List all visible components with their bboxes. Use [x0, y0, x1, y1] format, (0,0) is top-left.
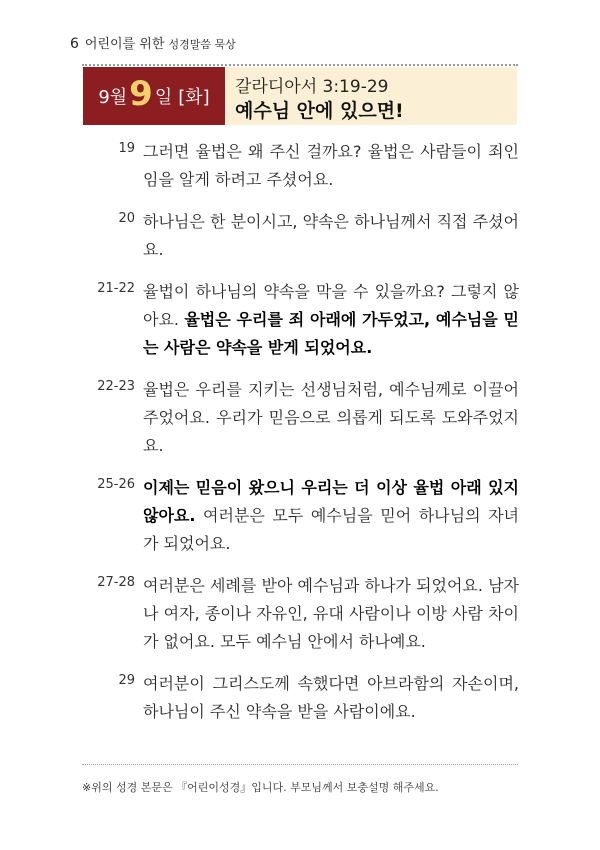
bottom-divider	[82, 764, 518, 765]
verse-text-segment: 여러분은 모두 예수님을 믿어 하나님의 자녀가 되었어요.	[143, 506, 519, 553]
verse-text-segment: 율법은 우리를 지키는 선생님처럼, 예수님께로 이끌어 주었어요. 우리가 믿음으로 의롭게 되도록 도와주었지요.	[143, 380, 519, 455]
book-subtitle: 성경말씀 묵상	[168, 38, 236, 51]
verse-item	[0, 376, 600, 460]
verse-item	[0, 670, 600, 726]
verse-item	[0, 138, 600, 194]
verse-text	[143, 474, 519, 558]
date-day: 9	[129, 74, 153, 114]
verse-text-segment: 하나님은 한 분이시고, 약속은 하나님께서 직접 주셨어요.	[143, 212, 519, 259]
verse-item	[0, 278, 600, 362]
verse-item	[0, 208, 600, 264]
date-day-unit: 일	[154, 87, 173, 108]
verse-number: 20	[118, 211, 135, 226]
passage-title: 예수님 안에 있으면!	[235, 100, 404, 122]
verse-number: 21-22	[97, 281, 135, 296]
verse-text-segment: 여러분은 세례를 받아 예수님과 하나가 되었어요. 남자나 여자, 종이나 자유인, 유대 사람이나 이방 사람 차이가 없어요. 모두 예수님 안에서 하나예요.	[143, 576, 519, 651]
verse-number: 27-28	[97, 575, 135, 590]
date-weekday: [화]	[178, 87, 210, 108]
verse-text	[143, 376, 519, 460]
verse-number: 19	[118, 141, 135, 156]
verse-number: 29	[118, 673, 135, 688]
verse-item	[0, 474, 600, 558]
date-month: 9월	[98, 87, 128, 108]
verse-text-segment: 그러면 율법은 왜 주신 걸까요? 율법은 사람들이 죄인임을 알게 하려고 주셨어요.	[143, 142, 519, 189]
book-title: 어린이를 위한	[84, 37, 165, 52]
date-box	[83, 67, 225, 125]
passage-box	[225, 67, 517, 125]
verse-text-segment: 여러분이 그리스도께 속했다면 아브라함의 자손이며, 하나님이 주신 약속을 받을 사람이에요.	[143, 674, 519, 721]
verse-text	[143, 278, 519, 362]
verse-list	[0, 138, 600, 740]
verse-text	[143, 138, 519, 194]
passage-reference: 갈라디아서 3:19-29	[235, 77, 389, 97]
verse-number: 22-23	[97, 379, 135, 394]
footnote: ※위의 성경 본문은 『어린이성경』입니다. 부모님께서 보충설명 해주세요.	[82, 781, 439, 794]
verse-text-emphasis: 이제는 믿음이 왔으니 우리는 더 이상 율법 아래 있지 않아요.	[143, 478, 519, 525]
verse-text-segment: 율법이 하나님의 약속을 막을 수 있을까요? 그렇지 않아요.	[143, 282, 519, 329]
top-divider	[82, 64, 518, 66]
verse-number: 25-26	[97, 477, 135, 492]
verse-text	[143, 670, 519, 726]
page-number: 6	[70, 36, 79, 52]
page-header	[70, 33, 236, 52]
verse-text	[143, 208, 519, 264]
verse-item	[0, 572, 600, 656]
verse-text-emphasis: 율법은 우리를 죄 아래에 가두었고, 예수님을 믿는 사람은 약속을 받게 되었어요.	[143, 310, 519, 357]
verse-text	[143, 572, 519, 656]
